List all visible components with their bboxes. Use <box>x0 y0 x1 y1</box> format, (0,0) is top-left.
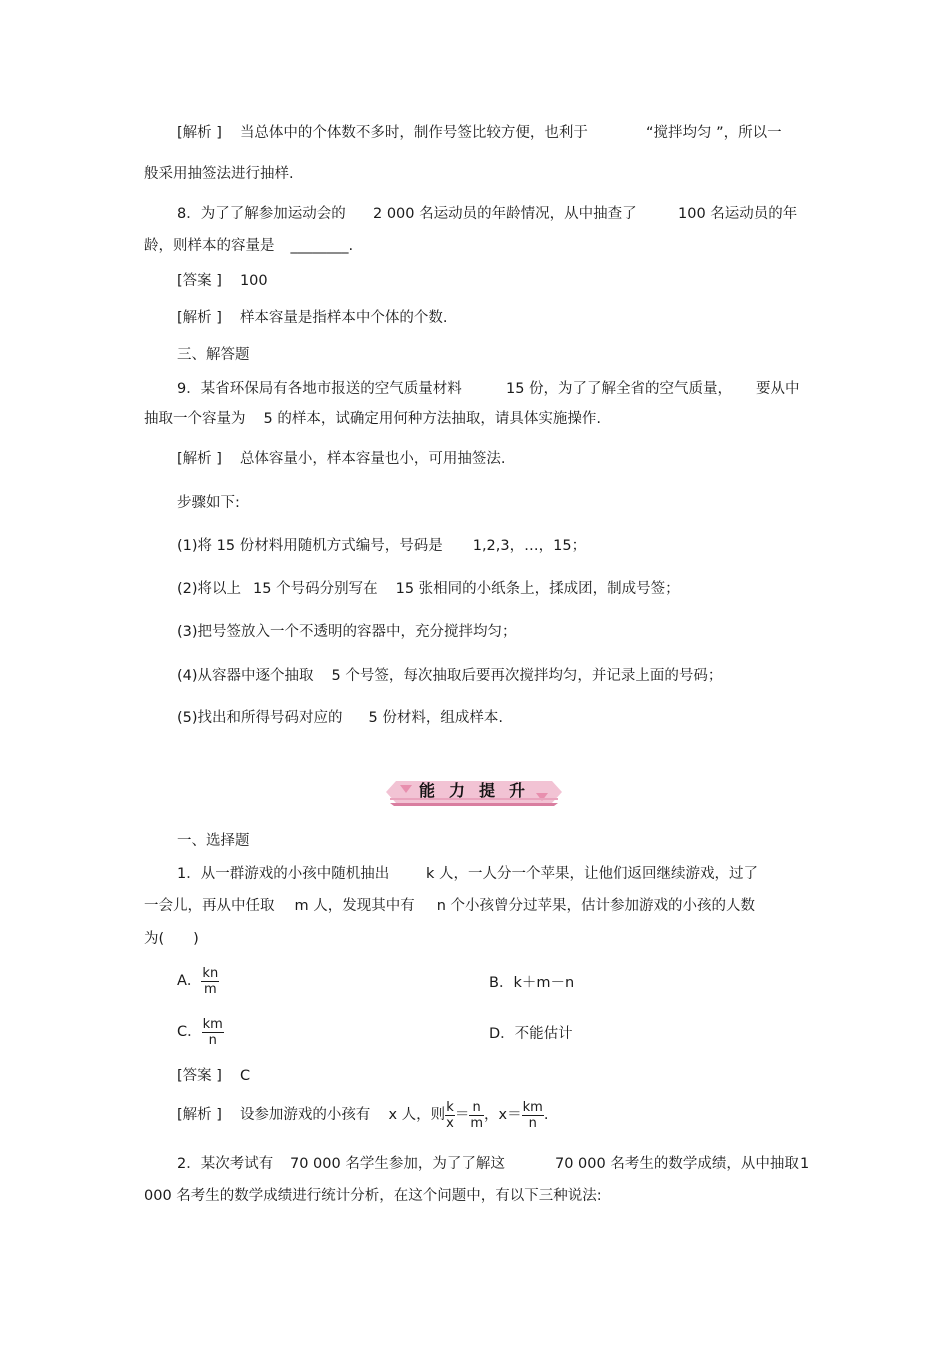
step-4-part2: 5 个号签，每次抽取后要再次搅拌均匀，并记录上面的号码； <box>331 668 723 684</box>
option-a-fraction <box>201 966 219 997</box>
option-c-label: C． <box>177 1024 202 1040</box>
analysis-tag: [解析 ] <box>177 451 222 467</box>
fraction-denominator: m <box>203 981 217 997</box>
question-1-line3: 为( ) <box>144 931 199 947</box>
fraction-denominator: n <box>208 1032 217 1048</box>
answer-1 <box>177 1067 250 1085</box>
answer-blank: ________. <box>290 238 354 254</box>
step-2-part3: 15 张相同的小纸条上，揉成团，制成号签； <box>395 581 680 597</box>
step-4-part1: (4)从容器中逐个抽取 <box>177 668 314 684</box>
question-9-part2: 15 份，为了了解全省的空气质量， <box>506 381 733 397</box>
option-c-fraction <box>202 1017 224 1048</box>
step-1-part1: (1)将 15 份材料用随机方式编号，号码是 <box>177 538 443 554</box>
question-2-part2: 70 000 名学生参加，为了了解这 <box>290 1156 505 1172</box>
step-5-part2: 5 份材料，组成样本. <box>368 710 503 726</box>
question-9-part3: 要从中 <box>756 381 800 397</box>
period: . <box>543 1107 549 1123</box>
analysis-tag: [解析 ] <box>177 310 222 326</box>
option-d: D．不能估计 <box>489 1026 573 1042</box>
question-9-part5: 5 的样本，试确定用何种方法抽取，请具体实施操作. <box>263 411 601 427</box>
analysis-tag: [解析 ] <box>177 1107 222 1123</box>
section-heading-1: 一、选择题 <box>177 833 250 849</box>
analysis-text: 设参加游戏的小孩有 <box>239 1107 371 1123</box>
analysis-tag: [解析 ] <box>177 125 222 141</box>
question-9-part1: 9．某省环保局有各地市报送的空气质量材料 <box>177 381 462 397</box>
question-8-part2: 2 000 名运动员的年龄情况，从中抽查了 <box>373 206 637 222</box>
fraction-km-n <box>522 1100 544 1131</box>
answer-value: 100 <box>239 273 268 289</box>
option-a-label: A． <box>177 973 202 989</box>
answer-value: C <box>239 1068 251 1084</box>
question-1-line2 <box>144 897 755 915</box>
question-1-part4: m 人，发现其中有 <box>294 898 415 914</box>
equals-sign: ＝ <box>454 1107 470 1123</box>
option-c <box>177 1013 224 1051</box>
analysis-text-2: x 人，则 <box>388 1107 446 1123</box>
question-1-part3: 一会儿，再从中任取 <box>144 898 275 914</box>
analysis-1 <box>177 1096 548 1134</box>
fraction-denominator: m <box>470 1115 484 1131</box>
analysis-text-line2: 般采用抽签法进行抽样. <box>144 166 294 182</box>
question-2-part3: 70 000 名考生的数学成绩，从中抽取 <box>555 1156 799 1172</box>
question-8-part3: 100 名运动员的年 <box>678 206 798 222</box>
question-9-part4: 抽取一个容量为 <box>144 411 246 427</box>
answer-tag: [答案 ] <box>177 1068 222 1084</box>
analysis-8 <box>177 309 448 327</box>
fraction-numerator: km <box>202 1016 223 1032</box>
banner-title: 能力提升 <box>418 781 539 800</box>
answer-8 <box>177 272 268 290</box>
step-1 <box>177 537 586 555</box>
question-2-part1: 2．某次考试有 <box>177 1156 274 1172</box>
analysis-line <box>177 124 588 142</box>
step-2-part1: (2)将以上 <box>177 581 242 597</box>
question-8-part4: 龄，则样本的容量是 <box>144 238 275 254</box>
step-5-part1: (5)找出和所得号码对应的 <box>177 710 343 726</box>
step-2 <box>177 580 680 598</box>
option-a <box>177 962 219 1000</box>
fraction-n-m <box>469 1100 484 1131</box>
step-3: (3)把号签放入一个不透明的容器中，充分搅拌均匀； <box>177 624 517 640</box>
fraction-k-x <box>445 1100 455 1131</box>
step-4 <box>177 667 722 685</box>
question-8-line2 <box>144 237 353 255</box>
step-2-part2: 15 个号码分别写在 <box>253 581 378 597</box>
option-b: B．k＋m－n <box>489 975 575 991</box>
question-8-part1: 8．为了了解参加运动会的 <box>177 206 346 222</box>
fraction-numerator: km <box>522 1099 543 1115</box>
answer-tag: [答案 ] <box>177 273 222 289</box>
step-1-part2: 1,2,3，…，15； <box>472 538 587 554</box>
section-banner <box>386 779 562 807</box>
question-9-line2 <box>144 410 601 428</box>
analysis-9 <box>177 450 506 468</box>
fraction-denominator: x <box>446 1115 454 1131</box>
question-1-part1: 1．从一群游戏的小孩中随机抽出 <box>177 866 390 882</box>
analysis-text-cont: “搅拌均匀 ”，所以一 <box>646 125 782 141</box>
analysis-text: 当总体中的个体数不多时，制作号签比较方便，也利于 <box>239 125 588 141</box>
steps-heading: 步骤如下: <box>177 495 240 511</box>
fraction-numerator: n <box>469 1100 484 1116</box>
question-1-part2: k 人，一人分一个苹果，让他们返回继续游戏，过了 <box>426 866 759 882</box>
step-5 <box>177 709 503 727</box>
question-1-part5: n 个小孩曾分过苹果，估计参加游戏的小孩的人数 <box>436 898 756 914</box>
fraction-numerator: k <box>446 1099 454 1115</box>
equation-separator: ，x＝ <box>484 1107 522 1123</box>
section-heading-3: 三、解答题 <box>177 347 250 363</box>
fraction-denominator: n <box>528 1115 537 1131</box>
fraction-numerator: kn <box>202 965 219 981</box>
analysis-text: 总体容量小，样本容量也小，可用抽签法. <box>239 451 506 467</box>
question-2-part4: 1 <box>800 1156 810 1172</box>
question-2-line2: 000 名考生的数学成绩进行统计分析，在这个问题中，有以下三种说法: <box>144 1188 602 1204</box>
analysis-text: 样本容量是指样本中个体的个数. <box>239 310 448 326</box>
